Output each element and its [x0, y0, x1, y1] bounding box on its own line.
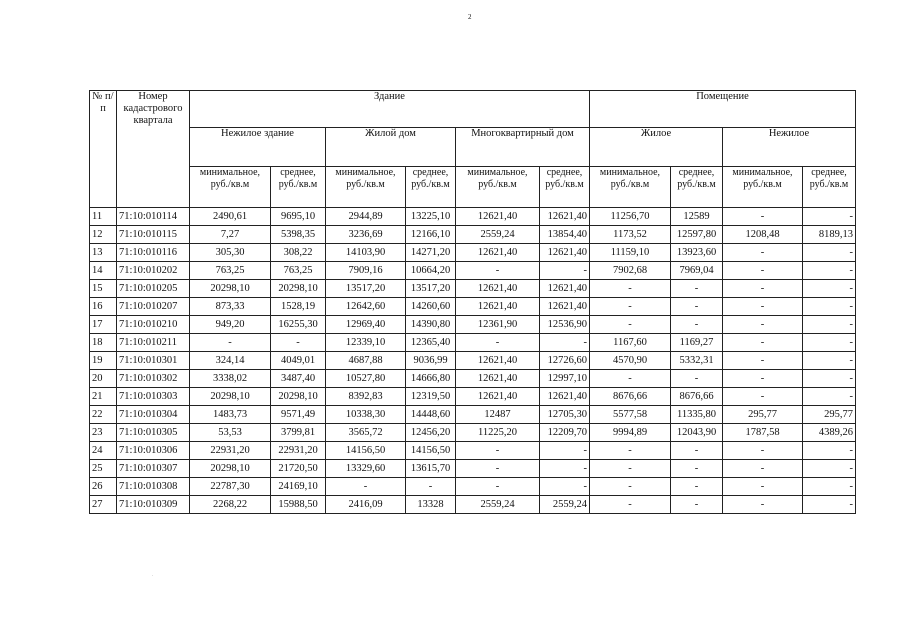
cell-res-room-avg: 12589	[671, 208, 723, 226]
cell-res-house-min: -	[326, 478, 406, 496]
cell-nonres-room-avg: -	[803, 208, 856, 226]
cell-nonres-building-min: 949,20	[190, 316, 271, 334]
header-min-value: минимальное, руб./кв.м	[456, 167, 540, 208]
header-avg-value: среднее, руб./кв.м	[803, 167, 856, 208]
cell-res-room-min: -	[590, 298, 671, 316]
cell-res-room-avg: -	[671, 316, 723, 334]
cell-cadastral-quarter: 71:10:010304	[117, 406, 190, 424]
table-row	[90, 424, 856, 442]
cell-nonres-building-min: 22931,20	[190, 442, 271, 460]
cell-nonres-building-avg: 1528,19	[271, 298, 326, 316]
cell-res-room-avg: -	[671, 460, 723, 478]
cell-cadastral-quarter: 71:10:010211	[117, 334, 190, 352]
cell-cadastral-quarter: 71:10:010115	[117, 226, 190, 244]
header-avg-value: среднее, руб./кв.м	[671, 167, 723, 208]
cell-row-number: 17	[90, 316, 117, 334]
cell-nonres-building-min: 2268,22	[190, 496, 271, 514]
cell-nonres-building-min: 20298,10	[190, 388, 271, 406]
cell-nonres-room-min: -	[723, 460, 803, 478]
cell-nonres-room-avg: -	[803, 370, 856, 388]
cell-row-number: 22	[90, 406, 117, 424]
cell-apartment-building-min: -	[456, 442, 540, 460]
cell-cadastral-quarter: 71:10:010308	[117, 478, 190, 496]
cell-apartment-building-avg: 13854,40	[540, 226, 590, 244]
cell-nonres-building-avg: 4049,01	[271, 352, 326, 370]
cell-nonres-building-min: 20298,10	[190, 460, 271, 478]
cell-apartment-building-min: 2559,24	[456, 226, 540, 244]
cell-res-house-avg: 14271,20	[406, 244, 456, 262]
table-row	[90, 406, 856, 424]
cell-nonres-building-min: -	[190, 334, 271, 352]
cell-res-room-min: 11159,10	[590, 244, 671, 262]
cell-nonres-building-min: 20298,10	[190, 280, 271, 298]
table-row	[90, 460, 856, 478]
cell-apartment-building-avg: 12621,40	[540, 388, 590, 406]
header-min-value: минимальное, руб./кв.м	[190, 167, 271, 208]
cell-row-number: 19	[90, 352, 117, 370]
cell-nonres-building-min: 763,25	[190, 262, 271, 280]
cell-apartment-building-min: -	[456, 460, 540, 478]
cell-res-house-avg: 13615,70	[406, 460, 456, 478]
cell-nonres-building-avg: 22931,20	[271, 442, 326, 460]
cell-cadastral-quarter: 71:10:010301	[117, 352, 190, 370]
cell-res-room-avg: 11335,80	[671, 406, 723, 424]
cell-res-room-avg: -	[671, 298, 723, 316]
cell-nonres-building-min: 53,53	[190, 424, 271, 442]
cell-nonres-room-avg: -	[803, 334, 856, 352]
cell-nonres-room-min: -	[723, 316, 803, 334]
cell-res-house-min: 13329,60	[326, 460, 406, 478]
cell-apartment-building-avg: 12621,40	[540, 244, 590, 262]
header-apartment-building: Многоквартирный дом	[456, 128, 590, 167]
cell-nonres-room-min: -	[723, 280, 803, 298]
cell-nonres-room-avg: -	[803, 388, 856, 406]
cell-res-room-avg: 12043,90	[671, 424, 723, 442]
cell-res-house-avg: 14390,80	[406, 316, 456, 334]
cell-res-room-min: -	[590, 496, 671, 514]
cell-res-house-min: 4687,88	[326, 352, 406, 370]
cell-nonres-room-min: 295,77	[723, 406, 803, 424]
cell-apartment-building-min: 12621,40	[456, 208, 540, 226]
cell-nonres-room-min: -	[723, 370, 803, 388]
cell-nonres-room-min: -	[723, 478, 803, 496]
cell-res-house-min: 14156,50	[326, 442, 406, 460]
cell-res-house-min: 8392,83	[326, 388, 406, 406]
cell-apartment-building-min: 12621,40	[456, 280, 540, 298]
cell-res-house-min: 3565,72	[326, 424, 406, 442]
header-min-value: минимальное, руб./кв.м	[590, 167, 671, 208]
cell-cadastral-quarter: 71:10:010202	[117, 262, 190, 280]
cell-res-room-min: 1167,60	[590, 334, 671, 352]
cell-res-house-avg: 12365,40	[406, 334, 456, 352]
cell-res-room-min: 1173,52	[590, 226, 671, 244]
cell-nonres-building-min: 873,33	[190, 298, 271, 316]
cell-nonres-room-avg: -	[803, 298, 856, 316]
cell-res-room-avg: 7969,04	[671, 262, 723, 280]
cell-row-number: 20	[90, 370, 117, 388]
cell-apartment-building-avg: 12621,40	[540, 280, 590, 298]
cell-res-house-avg: 9036,99	[406, 352, 456, 370]
cell-row-number: 15	[90, 280, 117, 298]
cell-cadastral-quarter: 71:10:010302	[117, 370, 190, 388]
header-group-room: Помещение	[590, 91, 856, 128]
header-min-value: минимальное, руб./кв.м	[326, 167, 406, 208]
cell-res-house-min: 12642,60	[326, 298, 406, 316]
cell-cadastral-quarter: 71:10:010307	[117, 460, 190, 478]
table-row	[90, 208, 856, 226]
cell-res-house-avg: 12166,10	[406, 226, 456, 244]
table-row	[90, 388, 856, 406]
cell-nonres-building-avg: 15988,50	[271, 496, 326, 514]
cell-res-room-min: -	[590, 442, 671, 460]
table-row	[90, 226, 856, 244]
cell-nonres-building-avg: -	[271, 334, 326, 352]
cell-res-house-min: 3236,69	[326, 226, 406, 244]
table-row	[90, 334, 856, 352]
header-residential-room: Жилое	[590, 128, 723, 167]
cell-apartment-building-min: 2559,24	[456, 496, 540, 514]
cell-nonres-building-avg: 16255,30	[271, 316, 326, 334]
cell-apartment-building-avg: -	[540, 460, 590, 478]
cadastral-value-table	[89, 90, 856, 514]
cell-res-room-min: -	[590, 478, 671, 496]
cell-nonres-room-avg: -	[803, 244, 856, 262]
cell-row-number: 12	[90, 226, 117, 244]
header-row-number: № п/п	[90, 91, 117, 208]
cell-row-number: 24	[90, 442, 117, 460]
stamp-mark: .	[152, 573, 154, 578]
header-nonresidential-room: Нежилое	[723, 128, 856, 167]
cell-row-number: 26	[90, 478, 117, 496]
cell-apartment-building-min: 12487	[456, 406, 540, 424]
cell-apartment-building-min: 12361,90	[456, 316, 540, 334]
cell-res-room-min: 4570,90	[590, 352, 671, 370]
table-row	[90, 244, 856, 262]
cell-res-house-avg: -	[406, 478, 456, 496]
cell-res-house-min: 10527,80	[326, 370, 406, 388]
cell-nonres-building-min: 22787,30	[190, 478, 271, 496]
cell-apartment-building-min: 12621,40	[456, 370, 540, 388]
cell-res-house-avg: 14260,60	[406, 298, 456, 316]
cell-apartment-building-min: 12621,40	[456, 388, 540, 406]
cell-nonres-building-avg: 9695,10	[271, 208, 326, 226]
cell-nonres-room-min: 1787,58	[723, 424, 803, 442]
cell-nonres-building-avg: 9571,49	[271, 406, 326, 424]
cell-res-room-avg: -	[671, 478, 723, 496]
cell-res-room-min: 9994,89	[590, 424, 671, 442]
cell-row-number: 11	[90, 208, 117, 226]
page-number: 2	[468, 13, 472, 21]
cell-apartment-building-avg: 12536,90	[540, 316, 590, 334]
cell-cadastral-quarter: 71:10:010114	[117, 208, 190, 226]
cell-res-house-min: 13517,20	[326, 280, 406, 298]
cell-nonres-room-avg: -	[803, 478, 856, 496]
cell-apartment-building-avg: 12621,40	[540, 208, 590, 226]
cell-res-room-avg: -	[671, 496, 723, 514]
cell-nonres-building-min: 2490,61	[190, 208, 271, 226]
header-min-value: минимальное, руб./кв.м	[723, 167, 803, 208]
cell-res-house-min: 2416,09	[326, 496, 406, 514]
cell-res-room-avg: -	[671, 370, 723, 388]
cell-apartment-building-min: -	[456, 262, 540, 280]
cell-apartment-building-min: 12621,40	[456, 244, 540, 262]
cell-nonres-building-min: 7,27	[190, 226, 271, 244]
cell-nonres-room-min: -	[723, 388, 803, 406]
cell-row-number: 14	[90, 262, 117, 280]
cell-apartment-building-avg: 12621,40	[540, 298, 590, 316]
table-row	[90, 442, 856, 460]
cell-res-room-avg: -	[671, 280, 723, 298]
table-row	[90, 496, 856, 514]
cell-cadastral-quarter: 71:10:010205	[117, 280, 190, 298]
cell-res-room-avg: 8676,66	[671, 388, 723, 406]
cell-nonres-room-avg: 295,77	[803, 406, 856, 424]
cell-nonres-building-avg: 3487,40	[271, 370, 326, 388]
cell-apartment-building-avg: 2559,24	[540, 496, 590, 514]
header-group-building: Здание	[190, 91, 590, 128]
table-row	[90, 370, 856, 388]
cell-res-house-avg: 13517,20	[406, 280, 456, 298]
cell-nonres-building-avg: 5398,35	[271, 226, 326, 244]
cell-nonres-room-avg: 4389,26	[803, 424, 856, 442]
cell-nonres-building-avg: 20298,10	[271, 388, 326, 406]
table-row	[90, 316, 856, 334]
header-avg-value: среднее, руб./кв.м	[271, 167, 326, 208]
cell-cadastral-quarter: 71:10:010309	[117, 496, 190, 514]
cell-res-room-min: -	[590, 460, 671, 478]
cell-nonres-room-min: -	[723, 442, 803, 460]
cell-res-room-min: -	[590, 370, 671, 388]
cell-apartment-building-min: 12621,40	[456, 298, 540, 316]
cell-apartment-building-avg: 12209,70	[540, 424, 590, 442]
cell-res-house-avg: 14156,50	[406, 442, 456, 460]
header-residential-house: Жилой дом	[326, 128, 456, 167]
cell-res-house-min: 12339,10	[326, 334, 406, 352]
cell-cadastral-quarter: 71:10:010306	[117, 442, 190, 460]
cell-res-house-avg: 10664,20	[406, 262, 456, 280]
cell-nonres-building-avg: 21720,50	[271, 460, 326, 478]
cell-nonres-building-avg: 308,22	[271, 244, 326, 262]
header-avg-value: среднее, руб./кв.м	[406, 167, 456, 208]
cell-res-room-avg: 13923,60	[671, 244, 723, 262]
cell-res-house-min: 12969,40	[326, 316, 406, 334]
header-avg-value: среднее, руб./кв.м	[540, 167, 590, 208]
table-row	[90, 478, 856, 496]
cell-nonres-room-avg: -	[803, 352, 856, 370]
cell-row-number: 27	[90, 496, 117, 514]
cell-nonres-building-avg: 24169,10	[271, 478, 326, 496]
cell-nonres-building-min: 1483,73	[190, 406, 271, 424]
cell-nonres-room-min: -	[723, 208, 803, 226]
cell-nonres-room-avg: 8189,13	[803, 226, 856, 244]
cell-apartment-building-avg: -	[540, 478, 590, 496]
cell-apartment-building-min: 12621,40	[456, 352, 540, 370]
cell-cadastral-quarter: 71:10:010303	[117, 388, 190, 406]
cell-nonres-room-min: -	[723, 244, 803, 262]
cell-nonres-building-avg: 20298,10	[271, 280, 326, 298]
cell-res-house-avg: 14448,60	[406, 406, 456, 424]
cell-res-room-min: 7902,68	[590, 262, 671, 280]
cell-nonres-room-min: -	[723, 262, 803, 280]
cell-nonres-building-avg: 3799,81	[271, 424, 326, 442]
cell-apartment-building-avg: 12726,60	[540, 352, 590, 370]
cell-res-room-avg: 5332,31	[671, 352, 723, 370]
cell-nonres-room-avg: -	[803, 460, 856, 478]
cell-res-house-min: 14103,90	[326, 244, 406, 262]
cell-res-room-min: -	[590, 280, 671, 298]
cell-cadastral-quarter: 71:10:010207	[117, 298, 190, 316]
cell-nonres-building-min: 3338,02	[190, 370, 271, 388]
cell-apartment-building-avg: -	[540, 442, 590, 460]
cell-res-room-avg: -	[671, 442, 723, 460]
cell-nonres-room-avg: -	[803, 496, 856, 514]
cell-row-number: 21	[90, 388, 117, 406]
cell-nonres-building-avg: 763,25	[271, 262, 326, 280]
cell-res-room-min: 5577,58	[590, 406, 671, 424]
cell-res-house-avg: 12456,20	[406, 424, 456, 442]
cell-res-house-min: 10338,30	[326, 406, 406, 424]
table-row	[90, 262, 856, 280]
table-row	[90, 280, 856, 298]
cell-cadastral-quarter: 71:10:010210	[117, 316, 190, 334]
cell-row-number: 18	[90, 334, 117, 352]
cell-nonres-room-min: -	[723, 298, 803, 316]
cell-res-room-avg: 12597,80	[671, 226, 723, 244]
cell-res-house-min: 7909,16	[326, 262, 406, 280]
cell-nonres-room-min: -	[723, 334, 803, 352]
cell-row-number: 23	[90, 424, 117, 442]
cell-row-number: 16	[90, 298, 117, 316]
cell-apartment-building-min: 11225,20	[456, 424, 540, 442]
cell-res-house-avg: 14666,80	[406, 370, 456, 388]
cell-res-house-avg: 13328	[406, 496, 456, 514]
cell-apartment-building-avg: 12997,10	[540, 370, 590, 388]
cell-cadastral-quarter: 71:10:010305	[117, 424, 190, 442]
cell-cadastral-quarter: 71:10:010116	[117, 244, 190, 262]
cell-apartment-building-min: -	[456, 334, 540, 352]
cell-nonres-building-min: 324,14	[190, 352, 271, 370]
cell-row-number: 13	[90, 244, 117, 262]
cell-apartment-building-min: -	[456, 478, 540, 496]
cell-nonres-room-avg: -	[803, 262, 856, 280]
cell-nonres-room-avg: -	[803, 442, 856, 460]
cell-nonres-room-min: 1208,48	[723, 226, 803, 244]
table-body	[90, 208, 856, 514]
cell-nonres-building-min: 305,30	[190, 244, 271, 262]
cell-res-room-min: -	[590, 316, 671, 334]
cell-res-house-avg: 12319,50	[406, 388, 456, 406]
cell-nonres-room-avg: -	[803, 280, 856, 298]
cell-nonres-room-min: -	[723, 496, 803, 514]
cell-res-room-min: 11256,70	[590, 208, 671, 226]
cell-row-number: 25	[90, 460, 117, 478]
header-cadastral-quarter: Номер кадастрового квартала	[117, 91, 190, 208]
cell-res-room-min: 8676,66	[590, 388, 671, 406]
cell-apartment-building-avg: -	[540, 334, 590, 352]
cell-apartment-building-avg: -	[540, 262, 590, 280]
cell-res-house-min: 2944,89	[326, 208, 406, 226]
table-row	[90, 298, 856, 316]
cell-res-room-avg: 1169,27	[671, 334, 723, 352]
cell-res-house-avg: 13225,10	[406, 208, 456, 226]
table-row	[90, 352, 856, 370]
cell-apartment-building-avg: 12705,30	[540, 406, 590, 424]
header-nonresidential-building: Нежилое здание	[190, 128, 326, 167]
cell-nonres-room-min: -	[723, 352, 803, 370]
cell-nonres-room-avg: -	[803, 316, 856, 334]
